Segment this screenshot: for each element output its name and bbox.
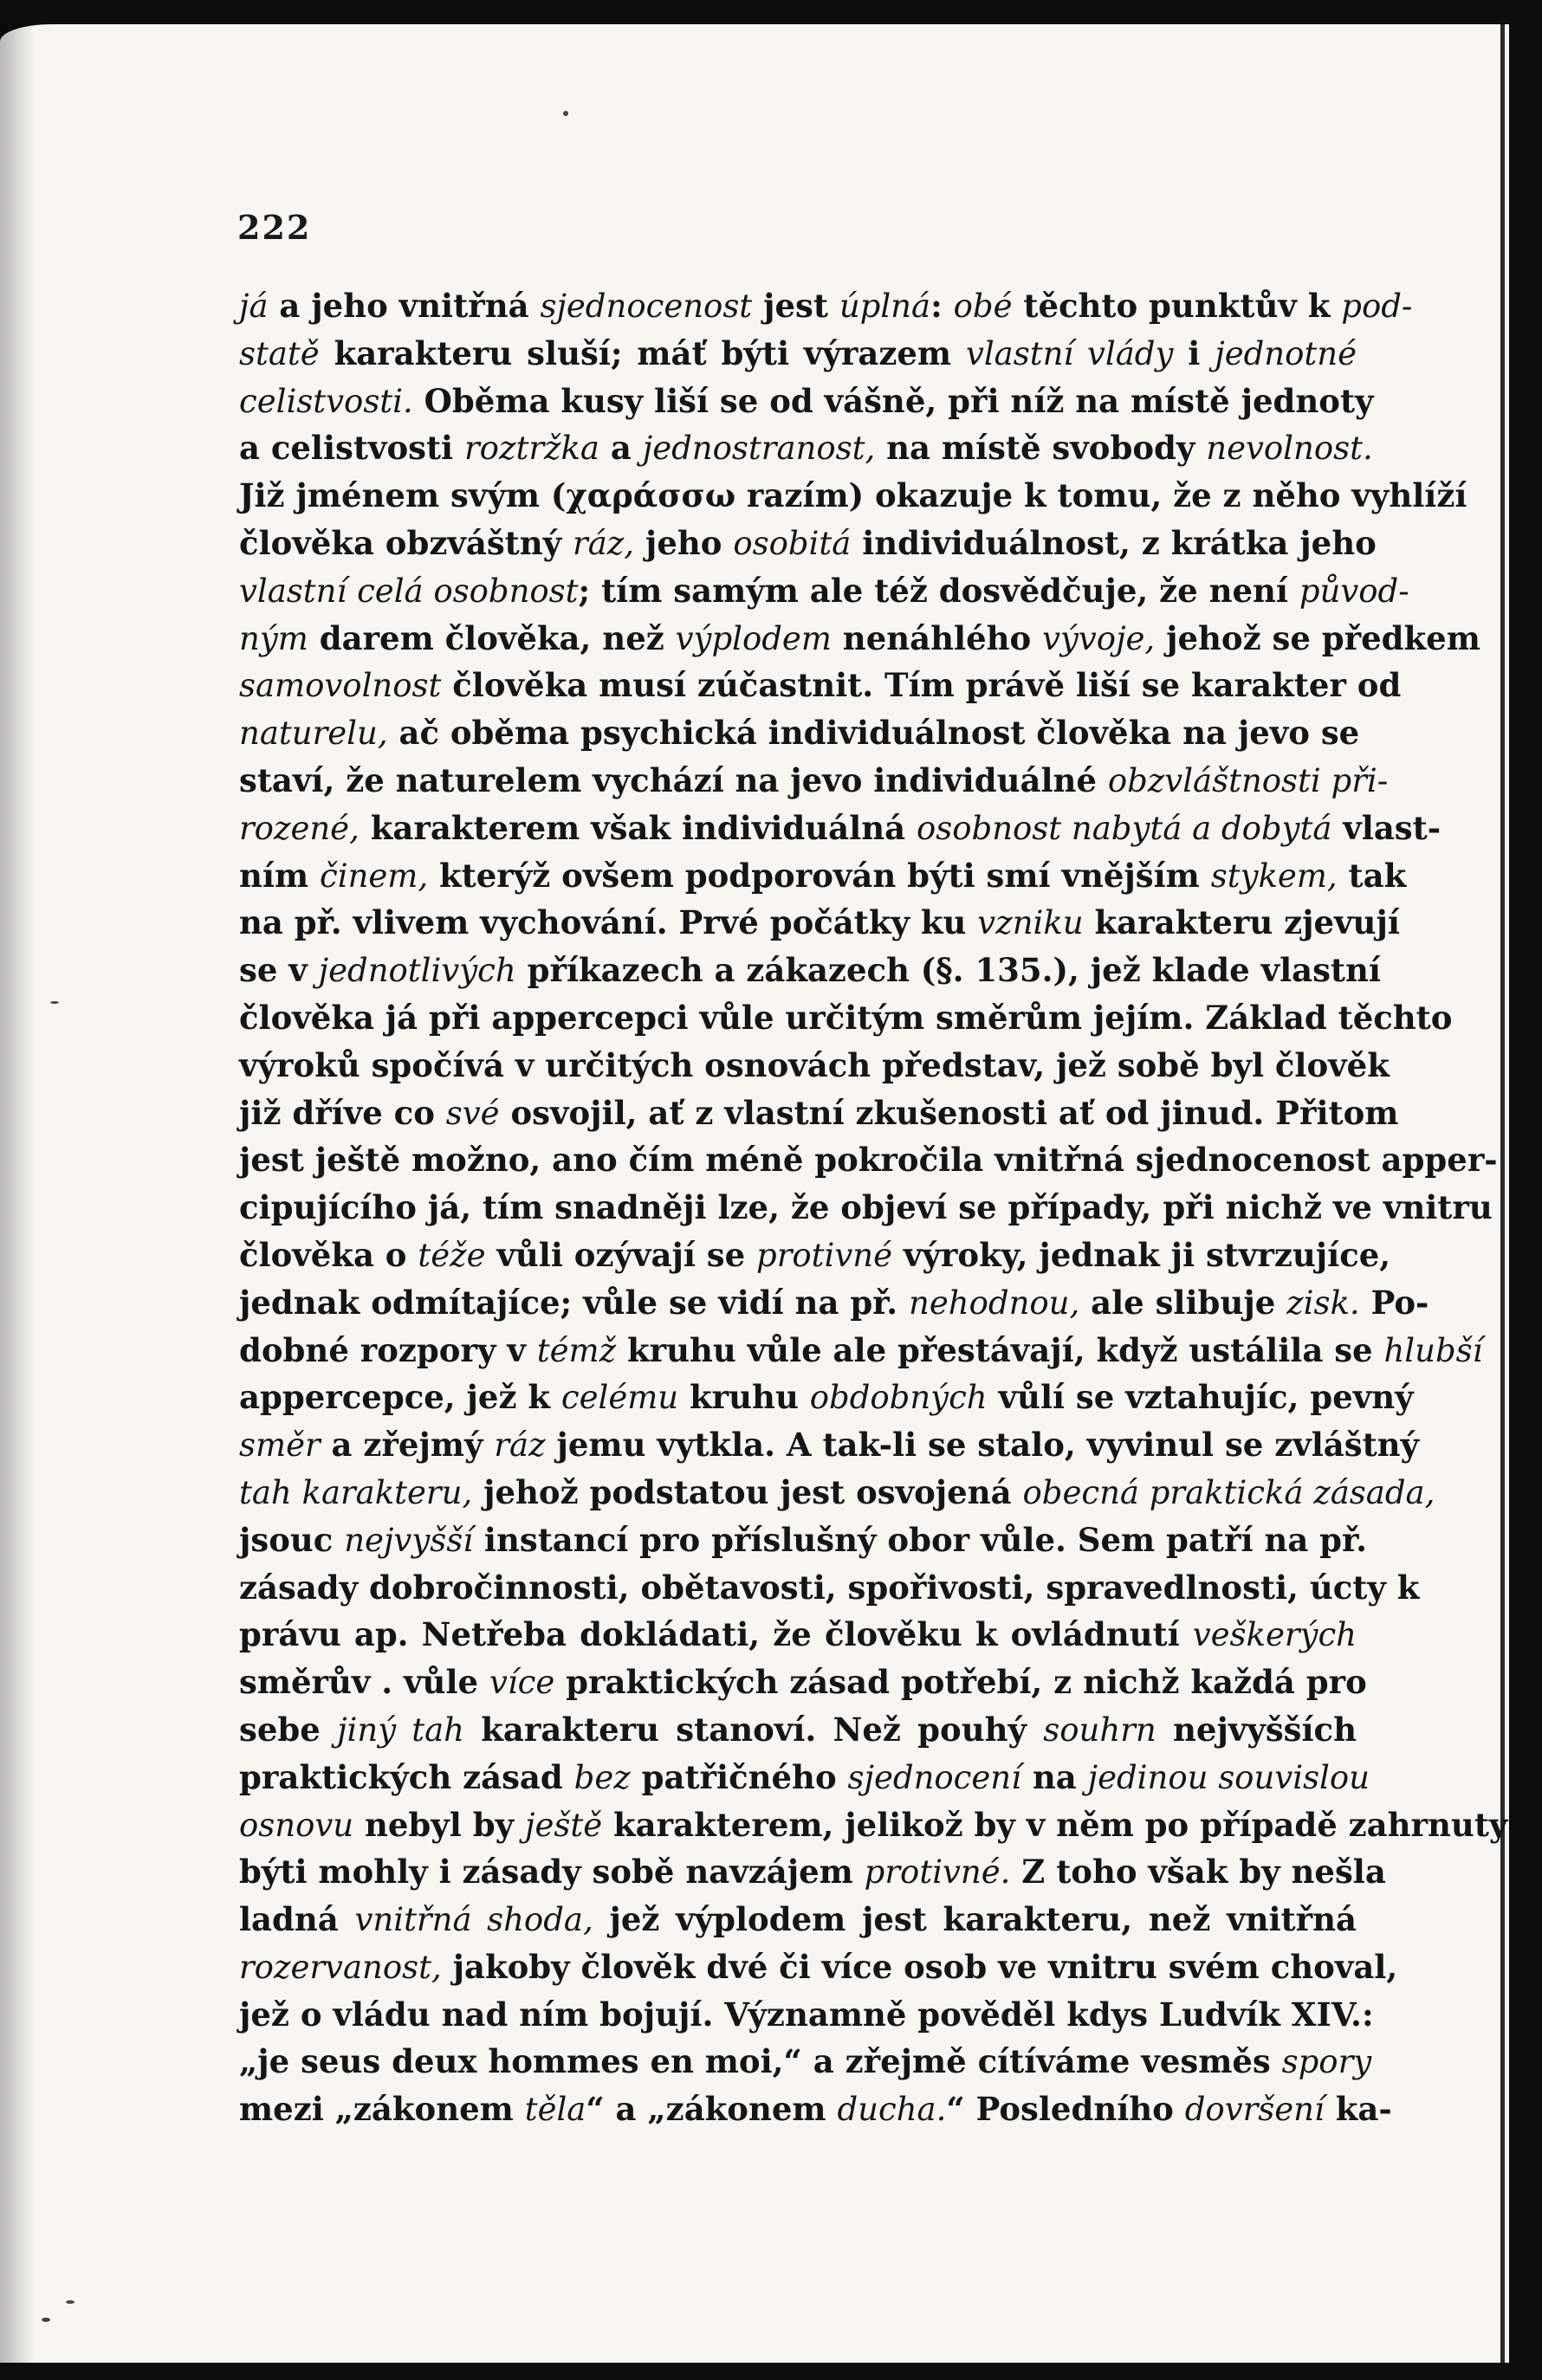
text-run: ka- [1324,2090,1392,2129]
text-run: ale slibuje [1079,1283,1287,1322]
text-line [239,424,1373,472]
italic-run: samovolnost [239,667,442,705]
text-run: osvojil, ať z vlastní zkušenosti ať od jinud. Přitom [499,1093,1399,1132]
text-line [239,1517,1368,1564]
italic-run: protivné. [864,1853,1011,1892]
text-run: patřičného [630,1757,848,1796]
text-run: výroky, jednak ji stvrzujíce, [892,1235,1391,1274]
italic-run: nevolnost. [1206,430,1373,468]
italic-run: nehodnou, [909,1284,1080,1322]
text-run: karakteru stanoví. Než pouhý [464,1710,1044,1749]
text-run: karakterem však individuálná [359,808,917,847]
text-run: již dříve co [239,1093,446,1132]
italic-run: tah karakteru, [239,1473,473,1511]
italic-run: obzvláštnosti při- [1107,761,1389,799]
italic-run: činem, [320,857,429,895]
text-run: Již jménem svým (χαράσσω razím) okazuje k tomu, že z něho vyhlíží [239,476,1467,515]
text-line [239,1090,1399,1137]
text-line [239,1136,1498,1184]
book-page [0,24,1509,2363]
text-line [239,1896,1357,1943]
text-line [239,2086,1392,2133]
italic-run: statě [239,334,320,372]
italic-run: těla [524,2091,586,2129]
text-run: člověka obzváštný [239,523,573,562]
text-run: cipujícího já, tím snadněji lze, že objeví se případy, při nichž ve vnitru [239,1188,1493,1227]
text-run: : [930,287,954,325]
text-line [239,520,1377,567]
italic-run: původ- [1299,572,1409,610]
text-line [239,1232,1391,1279]
text-run: Po- [1359,1283,1429,1322]
text-run: výroků spočívá v určitých osnovách představ, jež sobě byl člověk [239,1045,1390,1084]
text-run: jsouc [239,1520,345,1559]
text-run: ladná [239,1900,355,1939]
text-line [239,1801,1508,1849]
text-run: karakteru zjevují [1083,903,1400,942]
italic-run: naturelu, [239,715,388,753]
text-line [239,805,1442,852]
text-line [239,994,1453,1042]
text-line [239,899,1400,947]
text-run: darem člověka, než [308,618,676,657]
text-run: sebe [239,1710,338,1749]
text-run: praktických zásad [239,1757,574,1796]
text-run: zásady dobročinnosti, obětavosti, spořivosti, spravedlnosti, úcty k [239,1568,1420,1607]
text-run: i [1173,333,1215,372]
text-run: karakteru sluší; máť býti výrazem [319,333,966,372]
paper-speck [563,111,568,116]
text-run: jehož se předkem [1155,618,1480,657]
text-line [239,1279,1429,1327]
text-run: Z toho však by nešla [1010,1853,1386,1892]
italic-run: sjednocení [847,1758,1021,1796]
text-run: člověka já při appercepci vůle určitým směrům jejím. Základ těchto [239,998,1453,1037]
text-run: se v [239,951,319,990]
italic-run: úplná [839,288,931,325]
text-line [239,567,1409,615]
text-run: příkazech a zákazech (§. 135.), jež klade vlastní [515,951,1381,990]
text-line [239,615,1480,663]
italic-run: vývoje, [1042,619,1156,657]
text-line [239,1421,1420,1469]
italic-run: obé [953,288,1013,325]
text-run: jemu vytkla. A tak-li se stalo, vyvinul se zvláštný [545,1426,1420,1465]
italic-run: obdobných [809,1379,988,1417]
text-run: směrův . vůle [239,1663,489,1702]
text-run: vůlí se vztahujíc, pevný [987,1378,1414,1417]
text-line [239,472,1467,520]
text-run: nebyl by [353,1805,525,1844]
italic-run: souhrn [1043,1711,1156,1749]
italic-run: hlubší [1383,1331,1483,1369]
text-line [239,947,1381,994]
italic-run: jiný tah [337,1711,465,1749]
text-run: na př. vlivem vychování. Prvé počátky ku [239,903,978,942]
text-line [239,282,1413,330]
text-run: staví, že naturelem vychází na jevo individuálné [239,760,1108,799]
italic-run: vnitřná shoda, [354,1901,593,1939]
text-run: ním [239,856,320,895]
text-line [239,1991,1374,2039]
text-line [239,1469,1435,1517]
italic-run: ještě [525,1806,603,1844]
text-line [239,1848,1386,1896]
italic-run: veškerých [1192,1616,1357,1654]
italic-run: já [239,288,269,325]
text-run: a celistvosti [239,429,464,468]
italic-run: celistvosti. [239,382,413,420]
text-run: a jeho vnitřná [268,287,541,325]
paper-speck [66,2300,75,2304]
italic-run: bez [573,1758,631,1796]
text-run: nejvyšších [1156,1710,1357,1749]
text-run: vůli ozývají se [485,1235,757,1274]
text-run: appercepce, jež k [239,1378,561,1417]
italic-run: sjednocenost [540,288,753,325]
text-line [239,1754,1370,1801]
italic-run: výplodem [675,619,832,657]
italic-run: ráz [494,1426,546,1465]
text-run: individuálnost, z krátka jeho [851,523,1377,562]
text-run: jakoby člověk dvé či více osob ve vnitru svém choval, [441,1947,1398,1986]
text-run: člověka o [239,1235,418,1274]
italic-run: zisk. [1286,1284,1360,1322]
italic-run: ráz, [573,524,635,562]
italic-run: roztržka [464,430,599,468]
italic-run: pod- [1341,288,1413,325]
text-run: jest [752,287,839,325]
italic-run: jednotné [1215,334,1357,372]
italic-run: ducha. [837,2091,947,2129]
italic-run: celému [560,1379,679,1417]
text-line [239,2038,1372,2086]
italic-run: ným [239,619,308,657]
italic-run: jednostranost, [642,430,876,468]
text-run: jehož podstatou jest osvojená [472,1472,1023,1511]
italic-run: dovršení [1184,2091,1325,2129]
text-run: jest ještě možno, ano čím méně pokročila vnitřná sjednocenost apper- [239,1141,1498,1180]
text-run: kruhu vůle ale přestávají, když ustálila se [616,1330,1384,1369]
body-text [239,282,1508,2133]
text-line [239,1374,1414,1421]
text-line [239,1184,1493,1232]
italic-run: rozené, [239,809,360,847]
text-run: těchto punktův k [1012,287,1342,325]
text-run: mezi „zákonem [239,2090,525,2129]
text-run: praktických zásad potřebí, z nichž každá pro [554,1663,1367,1702]
text-run: na místě svobody [875,429,1207,468]
text-run: a [599,429,643,468]
text-line [239,1564,1420,1612]
paper-speck [42,2318,50,2322]
text-run: Oběma kusy liší se od vášně, při níž na místě jednoty [412,381,1374,420]
italic-run: témž [536,1331,617,1369]
italic-run: své [445,1094,500,1132]
italic-run: téže [418,1236,486,1274]
text-run: na [1020,1757,1088,1796]
italic-run: osnovu [239,1806,354,1844]
text-line [239,1943,1398,1991]
text-run: člověka musí zúčastnit. Tím právě liší se karakter od [441,666,1402,705]
text-line [239,330,1357,378]
italic-run: více [489,1664,555,1702]
text-run: jež o vládu nad ním bojují. Významně pověděl kdys Ludvík XIV.: [239,1995,1374,2034]
text-line [239,757,1389,805]
italic-run: spory [1281,2043,1372,2081]
text-run: vlast- [1331,808,1442,847]
text-run: právu ap. Netřeba dokládati, že člověku k ovládnutí [239,1615,1193,1654]
text-line [239,1706,1357,1754]
text-run: “ a „zákonem [586,2090,838,2129]
text-line [239,1659,1367,1706]
italic-run: protivné [756,1236,893,1274]
italic-run: směr [239,1426,321,1465]
text-line [239,378,1374,425]
text-run: kruhu [678,1378,810,1417]
text-run: dobné rozpory v [239,1330,537,1369]
text-run: instancí pro příslušný obor vůle. Sem patří na př. [473,1520,1368,1559]
text-run: „je seus deux hommes en moi,“ a zřejmě cítíváme vesměs [239,2042,1282,2081]
text-run: nenáhlého [831,618,1043,657]
text-line [239,852,1407,900]
italic-run: osobnost nabytá a dobytá [916,809,1332,847]
italic-run: stykem, [1210,857,1338,895]
text-run: “ Posledního [946,2090,1185,2129]
italic-run: rozervanost, [239,1948,442,1986]
text-line [239,1042,1390,1090]
page-edge-rule [1500,24,1505,2363]
italic-run: jedinou souvislou [1087,1758,1370,1796]
text-run: jednak odmítajíce; vůle se vidí na př. [239,1283,910,1322]
text-run: tak [1337,856,1407,895]
text-run: býti mohly i zásady sobě navzájem [239,1853,865,1892]
text-run: ; tím samým ale též dosvědčuje, že není [578,571,1299,610]
text-line [239,1611,1357,1659]
italic-run: vzniku [977,904,1084,942]
text-line [239,709,1360,757]
text-run: a zřejmý [320,1426,495,1465]
text-run: karakterem, jelikož by v něm po případě zahrnuty [602,1805,1508,1844]
italic-run: jednotlivých [318,952,516,990]
italic-run: obecná praktická zásada, [1022,1473,1435,1511]
italic-run: vlastní vlády [965,334,1174,372]
text-run: kterýž ovšem podporován býti smí vnějším [428,856,1211,895]
text-line [239,1327,1483,1374]
text-run: jež výplodem jest karakteru, než vnitřná [593,1900,1357,1939]
binding-shadow [0,24,35,2363]
page-number: 222 [237,208,312,247]
paper-speck [50,1001,59,1004]
italic-run: nejvyšší [344,1521,474,1559]
text-line [239,662,1402,709]
text-run: jeho [634,523,734,562]
text-run: ač oběma psychická individuálnost člověka na jevo se [387,714,1360,753]
italic-run: osobitá [733,524,852,562]
italic-run: vlastní celá osobnost [239,572,579,610]
